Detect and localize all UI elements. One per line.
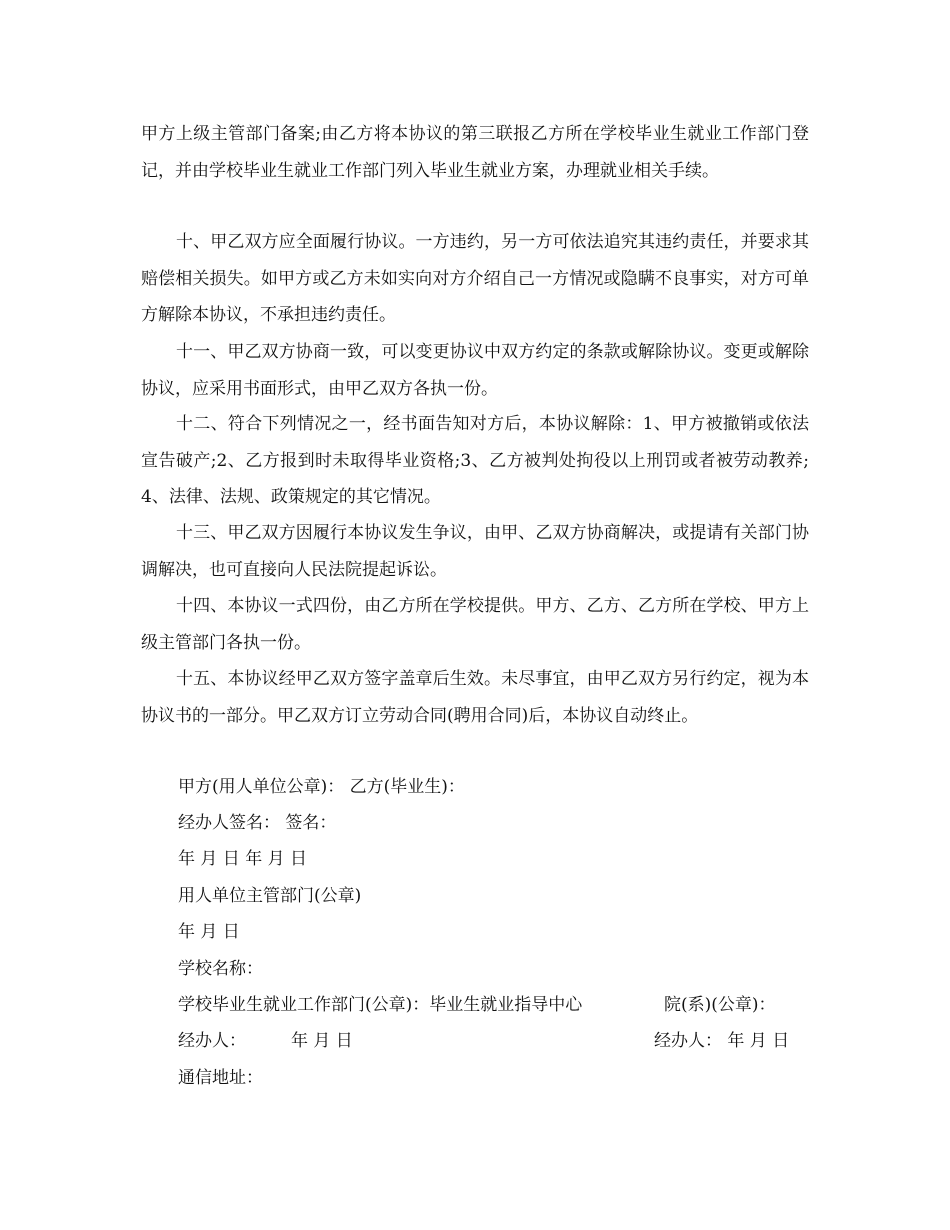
mailing-address-line: 通信地址： [178, 1068, 263, 1088]
handler-right-line: 经办人： 年 月 日 [654, 1031, 790, 1051]
college-dept-seal-line: 院(系)(公章)： [664, 995, 776, 1015]
signature-party-line: 甲方(用人单位公章)： 乙方(毕业生)： [178, 777, 465, 797]
employer-dept-date-line: 年 月 日 [178, 922, 240, 942]
paragraph-clause-13: 十三、甲乙双方因履行本协议发生争议，由甲、乙双方协商解决，或提请有关部门协调解决，也可直接向人民法院提起诉讼。 [141, 523, 809, 580]
paragraph-clause-11: 十一、甲乙双方协商一致，可以变更协议中双方约定的条款或解除协议。变更或解除协议，应采用书面形式，由甲乙双方各执一份。 [141, 342, 809, 399]
handler-left-label: 经办人： [178, 1031, 246, 1051]
school-name-line: 学校名称： [178, 959, 263, 979]
school-employment-dept-line: 学校毕业生就业工作部门(公章)：毕业生就业指导中心 [178, 995, 583, 1015]
paragraph-clause-14: 十四、本协议一式四份，由乙方所在学校提供。甲方、乙方、乙方所在学校、甲方上级主管部门各执一份。 [141, 596, 809, 653]
paragraph-clause-15: 十五、本协议经甲乙双方签字盖章后生效。未尽事宜，由甲乙双方另行约定，视为本协议书的一部分。甲乙双方订立劳动合同(聘用合同)后，本协议自动终止。 [141, 669, 809, 726]
signature-date-line: 年 月 日 年 月 日 [178, 849, 308, 869]
employer-dept-seal-line: 用人单位主管部门(公章) [178, 886, 362, 906]
handler-left-date: 年 月 日 [291, 1031, 353, 1051]
paragraph-clause-12: 十二、符合下列情况之一，经书面告知对方后，本协议解除：1、甲方被撤销或依法宣告破产;2、乙方报到时未取得毕业资格;3、乙方被判处拘役以上刑罚或者被劳动教养;4、法律、法规、政策规定的其它情况。 [141, 414, 809, 507]
signature-sign-line: 经办人签名： 签名： [178, 813, 337, 833]
paragraph-continuation: 甲方上级主管部门备案;由乙方将本协议的第三联报乙方所在学校毕业生就业工作部门登记，并由学校毕业生就业工作部门列入毕业生就业方案，办理就业相关手续。 [141, 124, 809, 181]
paragraph-clause-10: 十、甲乙双方应全面履行协议。一方违约，另一方可依法追究其违约责任，并要求其赔偿相关损失。如甲方或乙方未如实向对方介绍自己一方情况或隐瞒不良事实，对方可单方解除本协议，不承担违约责任。 [141, 232, 809, 325]
